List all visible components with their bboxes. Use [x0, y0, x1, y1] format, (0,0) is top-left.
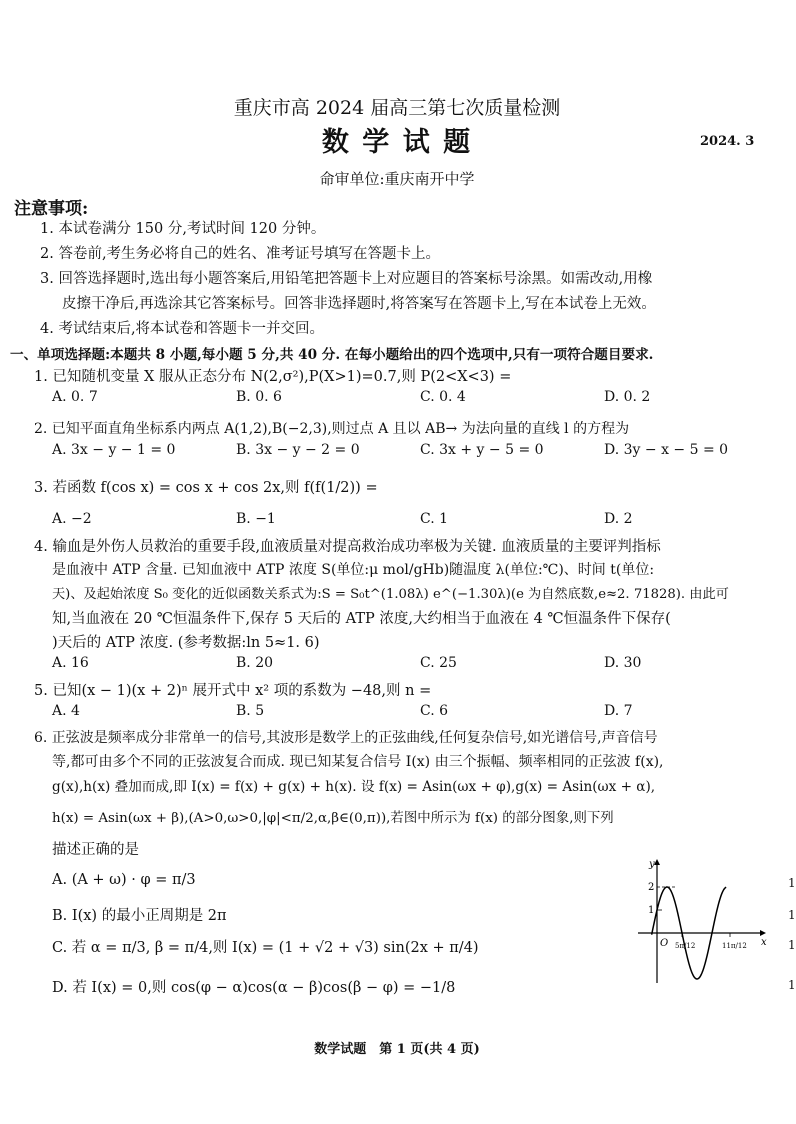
page-footer: 数学试题 第 1 页(共 4 页) — [314, 1042, 480, 1057]
margin-mark: 1 — [788, 938, 796, 952]
q1-option-d: D. 0. 2 — [604, 389, 651, 405]
note-item: 皮擦干净后,再选涂其它答案标号。回答非选择题时,将答案写在答题卡上,写在本试卷上无效。 — [62, 296, 656, 312]
q3-option-c: C. 1 — [420, 511, 449, 527]
q3-option-d: D. 2 — [604, 511, 633, 527]
question-2-stem: 2. 已知平面直角坐标系内两点 A(1,2),B(−2,3),则过点 A 且以 AB→ 为法向量的直线 l 的方程为 — [34, 421, 630, 437]
q2-option-a: A. 3x − y − 1 = 0 — [52, 442, 176, 458]
notes-heading: 注意事项: — [14, 199, 89, 219]
q5-option-b: B. 5 — [236, 703, 265, 719]
q6-option-b: B. I(x) 的最小正周期是 2π — [52, 908, 227, 924]
y-axis-label: y — [649, 859, 655, 870]
note-item: 2. 答卷前,考生务必将自己的姓名、准考证号填写在答题卡上。 — [40, 246, 441, 262]
q3-option-a: A. −2 — [52, 511, 92, 527]
sine-graph — [630, 855, 770, 985]
q4-option-a: A. 16 — [52, 655, 89, 671]
exam-date: 2024. 3 — [700, 134, 755, 149]
q4-option-d: D. 30 — [604, 655, 642, 671]
q1-option-b: B. 0. 6 — [236, 389, 282, 405]
q5-option-d: D. 7 — [604, 703, 633, 719]
q5-option-a: A. 4 — [52, 703, 80, 719]
margin-mark: 1 — [788, 978, 796, 992]
question-4-line: 4. 输血是外伤人员救治的重要手段,血液质量对提高救治成功率极为关键. 血液质量的主要评判指标 — [34, 539, 661, 555]
q6-option-d: D. 若 I(x) = 0,则 cos(φ − α)cos(α − β)cos(β − φ) = −1/8 — [52, 980, 456, 996]
exam-author: 命审单位:重庆南开中学 — [319, 170, 475, 188]
q4-option-c: C. 25 — [420, 655, 457, 671]
q2-option-d: D. 3y − x − 5 = 0 — [604, 442, 729, 458]
x-tick-label-11pi12: 11π/12 — [722, 942, 747, 950]
question-4-line: 天)、及起始浓度 S₀ 变化的近似函数关系式为:S = S₀t^(1.08λ) e^(−1.30λ)(e 为自然底数,e≈2. 71828). 由此可 — [52, 587, 729, 602]
q1-option-a: A. 0. 7 — [52, 389, 98, 405]
exam-subtitle: 重庆市高 2024 届高三第七次质量检测 — [233, 97, 561, 119]
note-item: 4. 考试结束后,将本试卷和答题卡一并交回。 — [40, 321, 325, 337]
margin-mark: 1 — [788, 876, 796, 890]
y-axis-arrow — [654, 859, 660, 865]
question-3-stem: 3. 若函数 f(cos x) = cos x + cos 2x,则 f(f(1/2)) = — [34, 480, 378, 496]
q2-option-c: C. 3x + y − 5 = 0 — [420, 442, 544, 458]
note-item: 1. 本试卷满分 150 分,考试时间 120 分钟。 — [40, 221, 326, 237]
y-tick-label-2: 2 — [648, 882, 655, 893]
question-6-line: g(x),h(x) 叠加而成,即 I(x) = f(x) + g(x) + h(x). 设 f(x) = Asin(ωx + φ),g(x) = Asin(ωx + α), — [52, 779, 656, 795]
exam-title: 数 学 试 题 — [321, 127, 473, 158]
question-4-line: )天后的 ATP 浓度. (参考数据:ln 5≈1. 6) — [52, 635, 320, 651]
y-tick-label-1: 1 — [648, 905, 655, 916]
q3-option-b: B. −1 — [236, 511, 276, 527]
question-6-line: 描述正确的是 — [52, 842, 139, 858]
x-axis-label: x — [761, 937, 767, 948]
x-tick-label-5pi12: 5π/12 — [675, 942, 696, 950]
q6-option-a: A. (A + ω) · φ = π/3 — [52, 872, 196, 888]
question-6-line: 等,都可由多个不同的正弦波复合而成. 现已知某复合信号 I(x) 由三个振幅、频率相同的正弦波 f(x), — [52, 754, 664, 770]
section-heading: 一、单项选择题:本题共 8 小题,每小题 5 分,共 40 分. 在每小题给出的四个选项中,只有一项符合题目要求. — [10, 347, 654, 363]
x-axis-arrow — [760, 930, 766, 936]
question-4-line: 知,当血液在 20 ℃恒温条件下,保存 5 天后的 ATP 浓度,大约相当于血液在 4 ℃恒温条件下保存( — [52, 611, 671, 627]
note-item: 3. 回答选择题时,选出每小题答案后,用铅笔把答题卡上对应题目的答案标号涂黑。如需改动,用橡 — [40, 271, 653, 287]
q6-option-c: C. 若 α = π/3, β = π/4,则 I(x) = (1 + √2 + √3) sin(2x + π/4) — [52, 940, 479, 956]
q2-option-b: B. 3x − y − 2 = 0 — [236, 442, 360, 458]
q4-option-b: B. 20 — [236, 655, 274, 671]
question-6-line: h(x) = Asin(ωx + β),(A>0,ω>0,|φ|<π/2,α,β∈(0,π)),若图中所示为 f(x) 的部分图象,则下列 — [52, 811, 614, 826]
question-4-line: 是血液中 ATP 含量. 已知血液中 ATP 浓度 S(单位:μ mol/gHb)随温度 λ(单位:℃)、时间 t(单位: — [52, 562, 655, 578]
q1-option-c: C. 0. 4 — [420, 389, 466, 405]
margin-mark: 1 — [788, 908, 796, 922]
question-5-stem: 5. 已知(x − 1)(x + 2)ⁿ 展开式中 x² 项的系数为 −48,则 n = — [34, 683, 432, 699]
question-1-stem: 1. 已知随机变量 X 服从正态分布 N(2,σ²),P(X>1)=0.7,则 P(2<X<3) = — [34, 369, 512, 385]
question-6-line: 6. 正弦波是频率成分非常单一的信号,其波形是数学上的正弦曲线,任何复杂信号,如光谱信号,声音信号 — [34, 730, 658, 746]
origin-label: O — [660, 938, 669, 949]
q5-option-c: C. 6 — [420, 703, 449, 719]
